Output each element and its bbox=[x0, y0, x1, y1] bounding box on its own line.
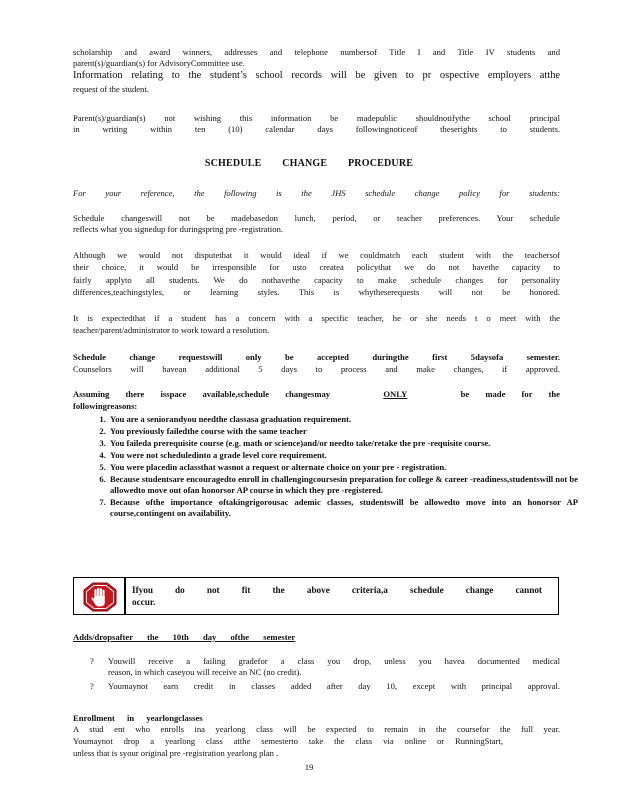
para2-line-4: differences,teachingstyles, or learning styles. This is whytheserequests will not be honored. bbox=[73, 287, 560, 297]
intro-line-1: scholarship and award winners, addresses and telephone numbersof Title I and Title IV students and bbox=[73, 47, 560, 57]
assuming-after: be made for the bbox=[460, 389, 560, 399]
para2-line-3: fairly applyto all students. We do nothavethe capacity to make schedule changes for personality bbox=[73, 275, 560, 285]
reference-line: For your reference, the following is the JHS schedule change policy for students: bbox=[73, 188, 560, 198]
para4-line-2: Counselors will havean additional 5 days to process and make changes, if approved. bbox=[73, 364, 560, 374]
bullet-marker: ? bbox=[90, 656, 94, 666]
reasons-list bbox=[90, 414, 578, 520]
assuming-only: ONLY bbox=[383, 389, 408, 399]
assuming-before: Assuming there isspace available,schedule changesmay bbox=[73, 389, 331, 399]
intro-line-4: request of the student. bbox=[73, 84, 149, 94]
adds-drops-bullets bbox=[90, 656, 560, 692]
bullet-marker: ? bbox=[90, 681, 94, 691]
bullet-line-1: Youwill receive a failing gradefor a class you drop, unless you havea documented medical bbox=[108, 656, 560, 666]
section-heading: SCHEDULE CHANGE PROCEDURE bbox=[204, 158, 414, 169]
stop-notice-line-2: occur. bbox=[132, 597, 156, 607]
assuming-line-1 bbox=[73, 389, 560, 400]
reason-item: 4. You were not scheduledinto a grade level core requirement. bbox=[108, 450, 578, 461]
reason-item: 5. You were placedin aclassthat wasnot a request or alternate choice on your pre - registration. bbox=[108, 462, 578, 473]
assuming-line-2: followingreasons: bbox=[73, 401, 138, 411]
adds-drops-heading: Adds/dropsafter the 10th day ofthe semester bbox=[73, 632, 296, 642]
para3-line-2: teacher/parent/administrator to work toward a resolution. bbox=[73, 325, 270, 335]
para2-line-2: their choice, it would be irresponsible for usto createa policythat we do not havethe capacity to bbox=[73, 262, 560, 272]
para4-line-1: Schedule change requestswill only be accepted duringthe first 5daysofa semester. bbox=[73, 352, 560, 362]
reason-item: 6. Because studentsare encouragedto enroll in challengingcoursesin preparation for college & career -readiness,studentswill not be allowedto move out ofan honorsor AP course in which they pre -registered. bbox=[108, 474, 578, 496]
yearlong-line-1: A stud ent who enrolls ina yearlong class will be expected to remain in the coursefor the full year. bbox=[73, 724, 560, 734]
reason-item: 3. You faileda prerequisite course (e.g. math or science)and/or needto take/retake the pre -requisite course. bbox=[108, 438, 578, 449]
stop-notice-divider bbox=[124, 578, 126, 614]
stop-notice-text bbox=[132, 584, 542, 608]
bullet-line-2: reason, in which caseyou will receive an NC (no credit). bbox=[108, 667, 302, 677]
bullet-item bbox=[90, 681, 560, 692]
yearlong-line-3: unless that is syour original pre -registration yearlong plan . bbox=[73, 748, 279, 758]
bullet-item bbox=[90, 656, 560, 678]
para3-line-1: It is expectedthat if a student has a concern with a specific teacher, he or she needs t o meet with the bbox=[73, 313, 560, 323]
para2-line-1: Although we would not disputethat it would ideal if we couldmatch each student with the teachersof bbox=[73, 250, 560, 260]
reason-item: 2. You previously failedthe course with the same teacher bbox=[108, 426, 578, 437]
page-number: 19 bbox=[304, 762, 314, 772]
stop-hand-icon bbox=[78, 581, 122, 613]
reason-item: 7. Because ofthe importance oftakingrigorousac ademic classes, studentswill be allowedto move into an honorsor AP course,contingent on availability. bbox=[108, 497, 578, 519]
reason-item: 1. You are a seniorandyou needthe classasa graduation requirement. bbox=[108, 414, 578, 425]
intro-line-3: Information relating to the student’s school records will be given to pr ospective employers atthe bbox=[73, 70, 560, 81]
stop-notice-box bbox=[73, 577, 559, 615]
yearlong-line-2: Youmaynot drop a yearlong class atthe semesterto take the class via online or RunningStart, bbox=[73, 736, 503, 746]
bullet-line-1: Youmaynot earn credit in classes added after day 10, except with principal approval. bbox=[108, 681, 560, 691]
yearlong-heading: Enrollment in yearlongclasses bbox=[73, 713, 203, 723]
publish-line-1: Parent(s)/guardian(s) not wishing this information be madepublic shouldnotifythe school principal bbox=[73, 113, 560, 123]
publish-line-2: in writing within ten (10) calendar days followingnoticeof theserights to students. bbox=[73, 124, 560, 134]
intro-line-2: parent(s)/guardian(s) for AdvisoryCommittee use. bbox=[73, 58, 245, 68]
para1-line-1: Schedule changeswill not be madebasedon lunch, period, or teacher preferences. Your schedule bbox=[73, 213, 560, 223]
para1-line-2: reflects what you signedup for duringspring pre -registration. bbox=[73, 224, 284, 234]
stop-notice-line-1: Ifyou do not fit the above criteria,a schedule change cannot bbox=[132, 585, 542, 595]
